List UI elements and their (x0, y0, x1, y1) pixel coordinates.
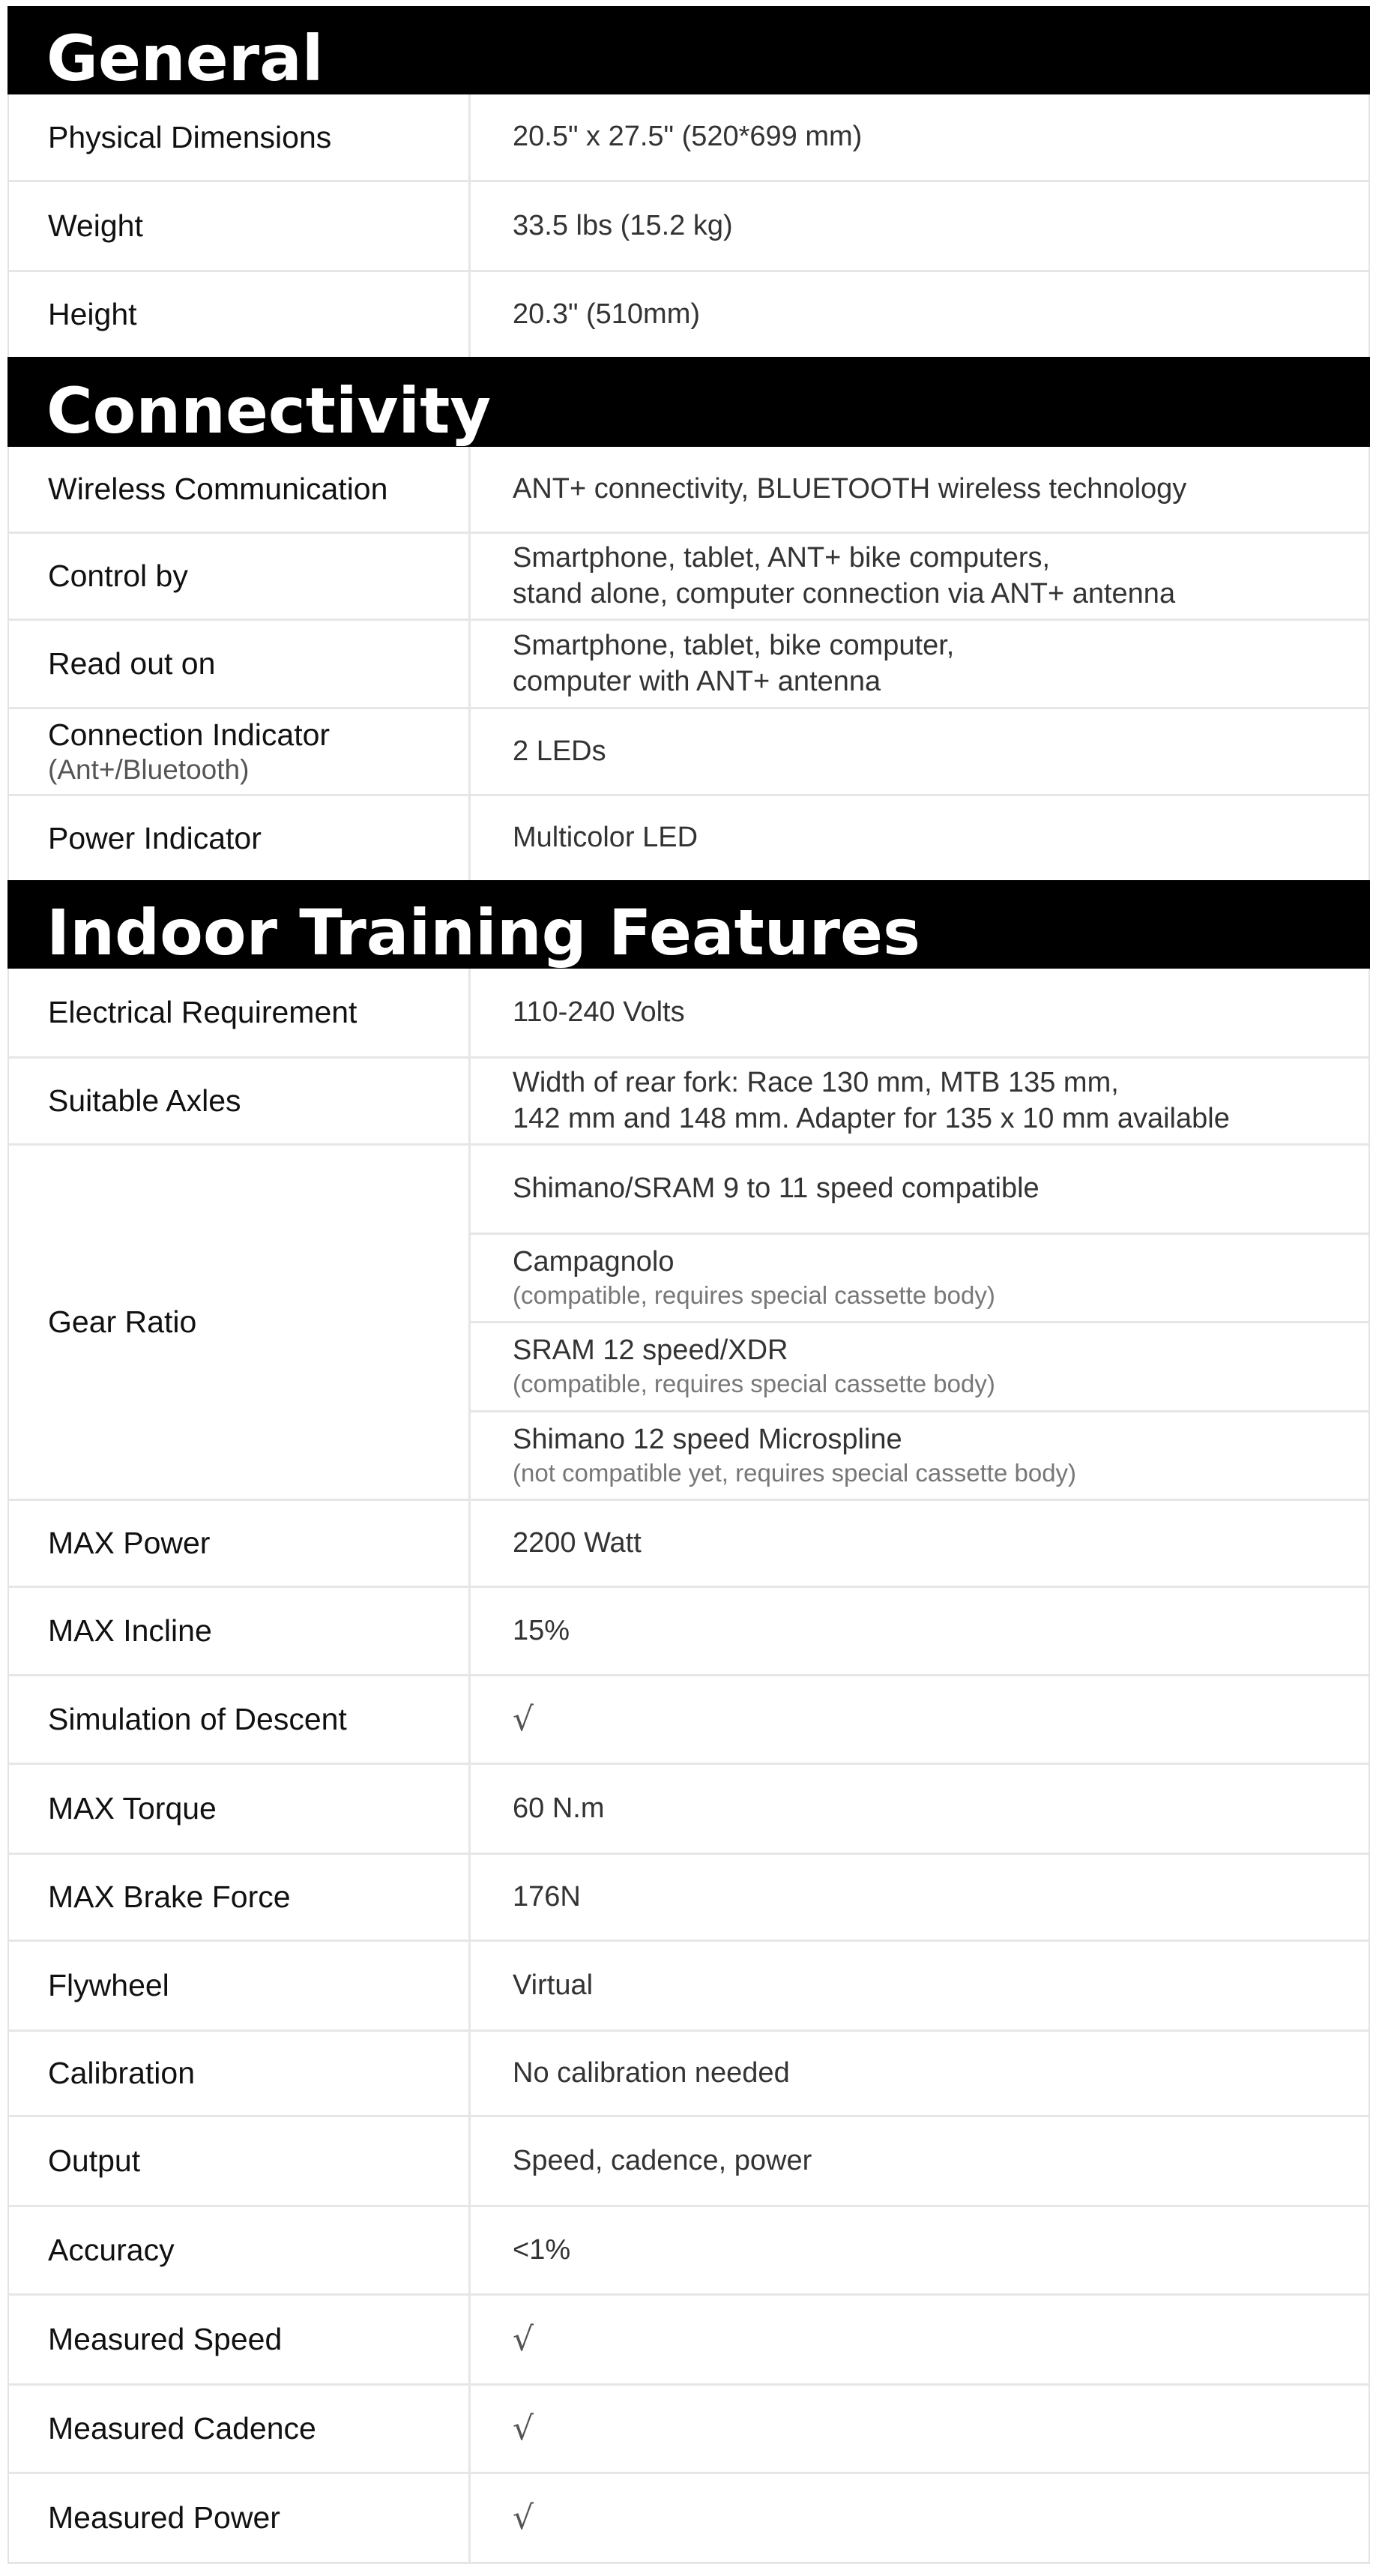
check-icon: √ (513, 2499, 534, 2537)
section-header-general (7, 6, 1370, 94)
gear-ratio-item: Campagnolo (compatible, requires special cassette body) (471, 1235, 1369, 1324)
row-label: Measured Power (9, 2474, 471, 2562)
section-header-indoor-training (7, 880, 1370, 969)
table-row (9, 796, 1369, 880)
row-value: Smartphone, tablet, bike computer, computer with ANT+ antenna (513, 630, 955, 697)
row-value: 60 N.m (513, 1792, 605, 1824)
check-icon: √ (513, 2410, 534, 2448)
row-label: Physical Dimensions (9, 94, 471, 180)
section-title: Connectivity (46, 374, 492, 448)
gear-ratio-values (471, 1146, 1369, 1499)
row-value: Speed, cadence, power (513, 2144, 812, 2176)
row-value: 20.3" (510mm) (513, 298, 701, 330)
row-value (471, 2474, 1369, 2562)
row-label: Suitable Axles (9, 1059, 471, 1143)
gear-ratio-note: (compatible, requires special cassette body) (513, 1281, 995, 1309)
row-value: 33.5 lbs (15.2 kg) (513, 209, 733, 241)
row-value: Width of rear fork: Race 130 mm, MTB 135 mm, 142 mm and 148 mm. Adapter for 135 x 10 mm available (513, 1067, 1230, 1134)
row-value: 2 LEDs (513, 735, 606, 767)
row-label-note: (Ant+/Bluetooth) (48, 754, 250, 785)
row-label: Output (9, 2117, 471, 2205)
table-row (9, 94, 1369, 182)
section-title: Indoor Training Features (46, 896, 920, 969)
row-value (471, 1676, 1369, 1763)
row-label: Electrical Requirement (9, 969, 471, 1056)
row-label: Control by (9, 534, 471, 619)
table-row (9, 182, 1369, 272)
row-label: Weight (9, 182, 471, 270)
check-icon: √ (513, 1700, 534, 1739)
row-value: Virtual (513, 1969, 594, 2001)
row-label: Calibration (9, 2032, 471, 2115)
row-label: Connection Indicator (Ant+/Bluetooth) (9, 709, 471, 794)
row-label: Measured Cadence (9, 2386, 471, 2472)
gear-ratio-note: (compatible, requires special cassette body) (513, 1370, 995, 1398)
row-value: Multicolor LED (513, 822, 698, 854)
table-row (9, 2474, 1369, 2564)
row-label: MAX Power (9, 1501, 471, 1586)
row-label: Accuracy (9, 2207, 471, 2293)
row-value (471, 2386, 1369, 2472)
gear-ratio-item: Shimano 12 speed Microspline (not compatible yet, requires special cassette body) (471, 1412, 1369, 1499)
table-row (9, 272, 1369, 357)
gear-ratio-item: Shimano/SRAM 9 to 11 speed compatible (471, 1146, 1369, 1235)
table-row (9, 2296, 1369, 2386)
row-label: Power Indicator (9, 796, 471, 880)
table-row (9, 2032, 1369, 2117)
row-label: Height (9, 272, 471, 357)
table-row (9, 709, 1369, 796)
table-row (9, 1501, 1369, 1588)
row-value: 110-240 Volts (513, 996, 685, 1028)
table-row (9, 447, 1369, 534)
gear-ratio-note: (not compatible yet, requires special cassette body) (513, 1458, 1077, 1487)
check-icon: √ (513, 2320, 534, 2359)
row-label: Simulation of Descent (9, 1676, 471, 1763)
table-row (9, 1588, 1369, 1676)
table-row (9, 1942, 1369, 2032)
row-value: 176N (513, 1880, 581, 1913)
indoor-training-table (7, 969, 1370, 2564)
row-value: 2200 Watt (513, 1526, 642, 1559)
row-label: Measured Speed (9, 2296, 471, 2383)
section-title: General (46, 22, 324, 95)
table-row-gear-ratio (9, 1146, 1369, 1501)
connectivity-table (7, 447, 1370, 880)
row-label: MAX Brake Force (9, 1855, 471, 1939)
section-header-connectivity (7, 357, 1370, 447)
row-value: ANT+ connectivity, BLUETOOTH wireless technology (513, 472, 1187, 505)
gear-ratio-item: SRAM 12 speed/XDR (compatible, requires special cassette body) (471, 1323, 1369, 1412)
table-row (9, 2117, 1369, 2207)
table-row (9, 621, 1369, 709)
table-row (9, 969, 1369, 1059)
row-label: MAX Incline (9, 1588, 471, 1674)
row-value: Smartphone, tablet, ANT+ bike computers, stand alone, computer connection via ANT+ antenna (513, 542, 1176, 610)
table-row (9, 1765, 1369, 1855)
table-row (9, 534, 1369, 621)
general-table (7, 94, 1370, 357)
row-label: Gear Ratio (9, 1146, 471, 1499)
row-label: Flywheel (9, 1942, 471, 2029)
row-value: No calibration needed (513, 2056, 790, 2089)
table-row (9, 2386, 1369, 2474)
row-value: <1% (513, 2233, 571, 2266)
row-value: 20.5" x 27.5" (520*699 mm) (513, 121, 863, 153)
table-row (9, 1855, 1369, 1942)
row-label: Wireless Communication (9, 447, 471, 532)
table-row (9, 2207, 1369, 2296)
row-value: 15% (513, 1614, 570, 1646)
row-label: Read out on (9, 621, 471, 707)
table-row (9, 1676, 1369, 1765)
row-value (471, 2296, 1369, 2383)
table-row (9, 1059, 1369, 1146)
row-label: MAX Torque (9, 1765, 471, 1853)
